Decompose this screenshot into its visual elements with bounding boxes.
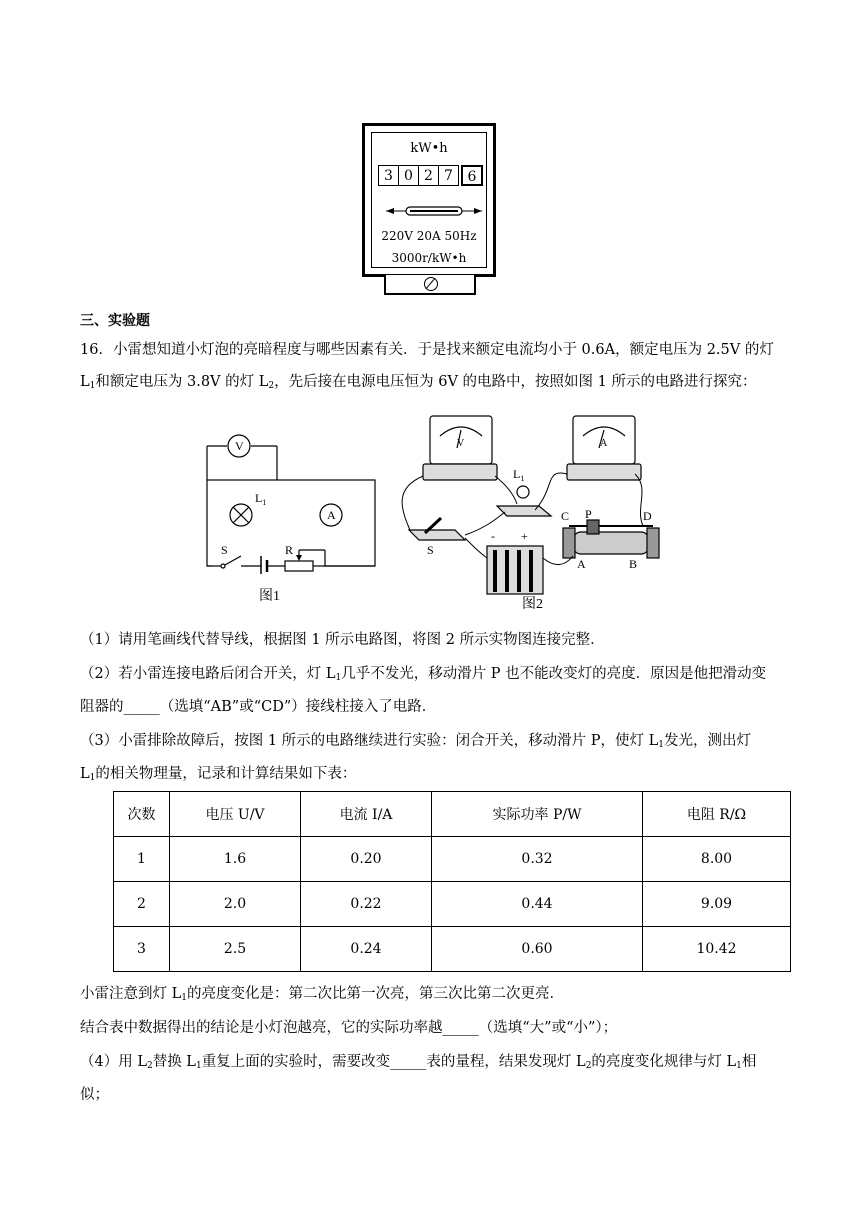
table-header: 电阻 R/Ω: [643, 792, 791, 837]
q16-part3-line2: $L_1$的相关物理量，记录和计算结果如下表：: [80, 766, 357, 783]
fig1-voltmeter-label: V: [235, 439, 244, 453]
fig2-plus-label: +: [521, 529, 528, 543]
q16-line1: 16．小雷想知道小灯泡的亮暗程度与哪些因素有关．于是找来额定电流均小于 0.6A，额定电压为 2.5V 的灯: [80, 342, 774, 358]
q16-part2-line1: （2）若小雷连接电路后闭合开关，灯 $L_1$几乎不发光，移动滑片 P 也不能改变灯的亮度．原因是他把滑动变: [80, 666, 767, 683]
meter-terminal-box: [384, 275, 476, 295]
table-cell: 0.24: [301, 927, 432, 972]
table-cell: 8.00: [643, 837, 791, 882]
meter-specs: 220V 20A 50Hz: [381, 229, 477, 243]
table-header: 电压 U/V: [170, 792, 301, 837]
fig2-terminal-b: B: [629, 557, 638, 571]
table-cell: 0.44: [432, 882, 643, 927]
table-cell: 2: [114, 882, 170, 927]
fig2-switch-label: S: [427, 543, 434, 557]
fig2-lamp-label: L: [513, 467, 521, 481]
meter-rev-constant: 3000r/kW•h: [391, 251, 467, 265]
table-row: [114, 882, 791, 927]
q16-part4-line1: （4）用 $L_2$替换 $L_1$重复上面的实验时，需要改变_____表的量程，结果发现灯 $L_2$的亮度变化规律与灯 $L_1$相: [80, 1054, 757, 1071]
svg-text:L1: $L_1$: [513, 467, 525, 483]
fig1-rheostat-label: R: [285, 543, 294, 557]
electric-meter: [362, 123, 496, 277]
section-title: 三、实验题: [80, 313, 150, 329]
fig2-caption: 图2: [522, 597, 543, 612]
table-cell: 1: [114, 837, 170, 882]
table-header: 电流 I/A: [301, 792, 432, 837]
meter-digit: 2: [418, 165, 439, 186]
meter-digit: 0: [398, 165, 419, 186]
table-cell: 0.20: [301, 837, 432, 882]
meter-disc-icon: [384, 203, 484, 219]
meter-digit-decimal: 6: [461, 165, 483, 186]
table-header: 实际功率 P/W: [432, 792, 643, 837]
q16-observation: 小雷注意到灯 $L_1$的亮度变化是：第二次比第一次亮，第三次比第二次更亮．: [80, 986, 564, 1003]
table-row: [114, 837, 791, 882]
table-cell: 3: [114, 927, 170, 972]
fig2-ammeter-label: A: [600, 438, 608, 449]
table-cell: 0.60: [432, 927, 643, 972]
fig2-terminal-a: A: [577, 557, 586, 571]
q16-conclusion: 结合表中数据得出的结论是小灯泡越亮，它的实际功率越_____（选填“大”或“小”）；: [80, 1020, 618, 1036]
fig2-terminal-c: C: [561, 509, 570, 523]
table-header: 次数: [114, 792, 170, 837]
table-cell: 0.22: [301, 882, 432, 927]
meter-digit: 7: [438, 165, 459, 186]
q16-part4-line2: 似；: [80, 1087, 109, 1103]
q16-line2: $L_1$和额定电压为 3.8V 的灯 $L_2$，先后接在电源电压恒为 6V 的电路中，按照如图 1 所示的电路进行探究：: [80, 374, 757, 391]
fig2-voltmeter-label: V: [457, 438, 465, 449]
screw-icon: [424, 277, 438, 291]
svg-text:L1: $L_1$: [255, 491, 267, 507]
table-cell: 0.32: [432, 837, 643, 882]
meter-face: [371, 132, 487, 268]
table-row: [114, 927, 791, 972]
fig1-ammeter-label: A: [327, 508, 336, 522]
meter-digit: 3: [378, 165, 399, 186]
meter-unit: kW•h: [410, 141, 448, 156]
table-cell: 2.0: [170, 882, 301, 927]
fig1-switch-label: S: [221, 543, 228, 557]
fig1-lamp-label: L: [255, 491, 263, 505]
q16-part2-line2: 阻器的_____（选填“AB”或“CD”）接线柱接入了电路．: [80, 699, 437, 715]
fig2-minus-label: -: [491, 529, 495, 543]
table-cell: 1.6: [170, 837, 301, 882]
circuit-figures: [195, 408, 665, 613]
q16-part1: （1）请用笔画线代替导线，根据图 1 所示电路图，将图 2 所示实物图连接完整．: [80, 632, 605, 648]
fig2-slider-p: P: [585, 507, 592, 521]
table-cell: 9.09: [643, 882, 791, 927]
data-table: [113, 791, 791, 972]
q16-part3-line1: （3）小雷排除故障后，按图 1 所示的电路继续进行实验：闭合开关，移动滑片 P，使灯 $L_1$发光，测出灯: [80, 733, 752, 750]
table-cell: 10.42: [643, 927, 791, 972]
fig1-caption: 图1: [259, 589, 280, 604]
table-header-row: [114, 792, 791, 837]
meter-digits: [378, 165, 482, 186]
table-cell: 2.5: [170, 927, 301, 972]
fig2-terminal-d: D: [643, 509, 652, 523]
